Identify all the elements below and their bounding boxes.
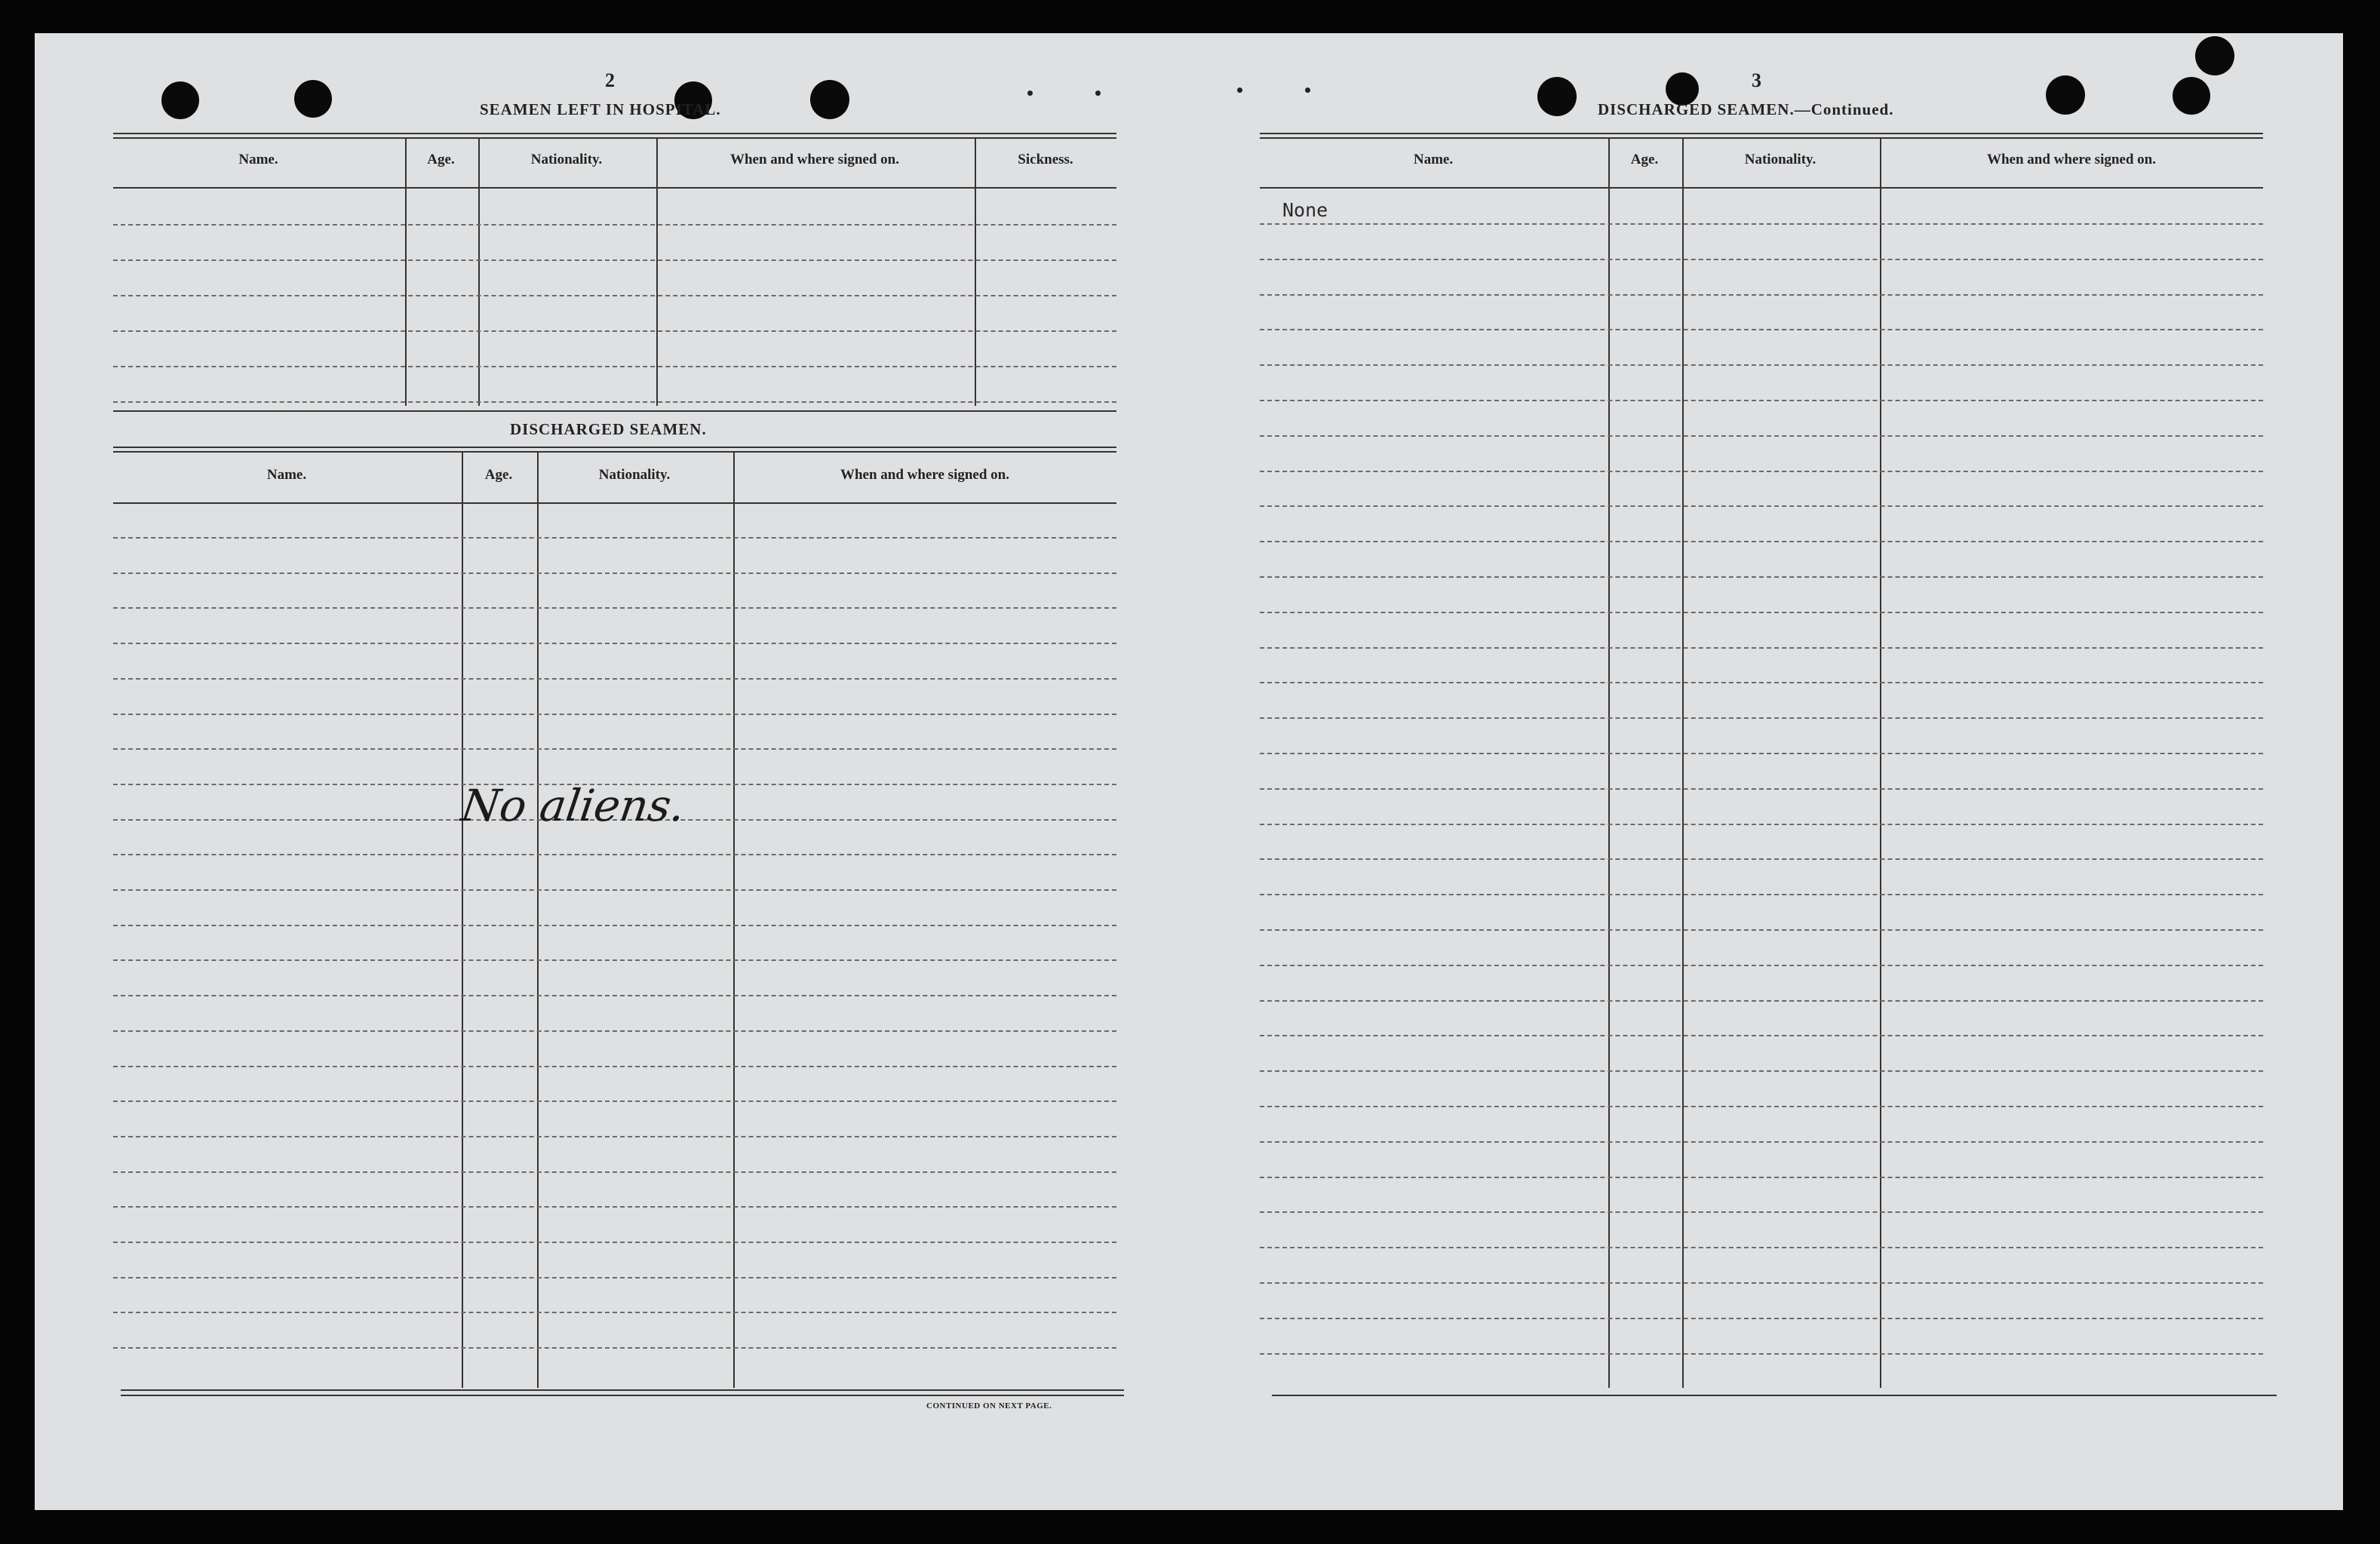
ruled-line — [1260, 364, 2263, 366]
header-rule — [113, 187, 1116, 189]
ruled-line — [113, 995, 1116, 996]
right-col-signed-on: When and where signed on. — [1986, 152, 2156, 167]
ruled-line — [113, 330, 1116, 332]
ruled-line — [1260, 400, 2263, 401]
ruled-line — [113, 959, 1116, 961]
ruled-line — [1260, 1035, 2263, 1036]
ruled-line — [1260, 1141, 2263, 1143]
ruled-line — [113, 1100, 1116, 1102]
ruled-line — [1260, 505, 2263, 507]
header-rule — [113, 502, 1116, 504]
typed-entry: None — [1282, 199, 1328, 221]
ruled-line — [1260, 1211, 2263, 1213]
ruled-line — [1260, 576, 2263, 578]
continued-footer: CONTINUED ON NEXT PAGE. — [926, 1401, 1052, 1410]
ruled-line — [1260, 1247, 2263, 1248]
ruled-line — [113, 643, 1116, 644]
ruled-line — [1260, 682, 2263, 683]
ruled-line — [113, 1277, 1116, 1278]
ruled-line — [1260, 717, 2263, 719]
hospital-col-signed-on: When and where signed on. — [729, 152, 899, 167]
discharged-col-name: Name. — [266, 467, 307, 483]
ruled-line — [113, 1242, 1116, 1243]
ruled-line — [1260, 435, 2263, 437]
ruled-line — [1260, 1106, 2263, 1107]
ruled-line — [113, 259, 1116, 261]
punch-hole — [2195, 36, 2234, 75]
ruled-line — [1260, 223, 2263, 225]
punch-hole — [1537, 77, 1577, 116]
ruled-line — [1260, 824, 2263, 825]
header-rule — [1260, 187, 2263, 189]
column-divider — [1880, 139, 1881, 1388]
ruled-line — [113, 1206, 1116, 1208]
binder-mark — [1305, 87, 1310, 93]
binder-mark — [1237, 87, 1242, 93]
column-divider — [462, 453, 463, 1388]
hospital-col-age: Age. — [427, 152, 455, 167]
ruled-line — [1260, 1353, 2263, 1355]
bottom-rule — [121, 1389, 1124, 1391]
ruled-line — [1260, 1282, 2263, 1284]
ruled-line — [1260, 929, 2263, 931]
bottom-rule — [1272, 1395, 2277, 1396]
table-top-rule — [113, 133, 1116, 134]
column-divider — [537, 453, 539, 1388]
ruled-line — [113, 401, 1116, 403]
page-number: 3 — [1752, 69, 1761, 91]
ruled-line — [1260, 612, 2263, 613]
discharged-col-nationality: Nationality. — [598, 467, 671, 483]
punch-hole — [2173, 77, 2210, 115]
table-top-rule — [1260, 133, 2263, 134]
ruled-line — [113, 572, 1116, 574]
ruled-line — [113, 224, 1116, 226]
ruled-line — [1260, 965, 2263, 966]
ruled-line — [1260, 541, 2263, 542]
right-col-age: Age. — [1630, 152, 1659, 167]
punch-hole — [2046, 75, 2085, 115]
ruled-line — [113, 854, 1116, 855]
hospital-col-sickness: Sickness. — [1018, 152, 1073, 167]
right-col-nationality: Nationality. — [1744, 152, 1816, 167]
ruled-line — [113, 1136, 1116, 1137]
discharged-section-title: DISCHARGED SEAMEN. — [510, 420, 707, 438]
discharged-continued-title: DISCHARGED SEAMEN.—Continued. — [1598, 100, 1894, 118]
ruled-line — [1260, 294, 2263, 296]
ruled-line — [1260, 1000, 2263, 1002]
binder-mark — [1095, 91, 1101, 96]
column-divider — [1608, 139, 1610, 1388]
hospital-section-title: SEAMEN LEFT IN HOSPITAL. — [480, 100, 721, 118]
ruled-line — [113, 678, 1116, 680]
page-number: 2 — [605, 69, 615, 91]
ruled-line — [113, 1066, 1116, 1067]
ruled-line — [113, 889, 1116, 891]
hospital-col-name: Name. — [238, 152, 278, 167]
ruled-line — [1260, 471, 2263, 472]
ruled-line — [113, 748, 1116, 750]
ruled-line — [1260, 858, 2263, 860]
ruled-line — [113, 1030, 1116, 1032]
section-rule — [113, 451, 1116, 453]
ruled-line — [1260, 259, 2263, 260]
ruled-line — [113, 366, 1116, 367]
ruled-line — [1260, 1070, 2263, 1072]
column-divider — [733, 453, 735, 1388]
ruled-line — [113, 1312, 1116, 1313]
ruled-line — [113, 1171, 1116, 1173]
ruled-line — [1260, 753, 2263, 754]
punch-hole — [810, 80, 849, 119]
punch-hole — [294, 80, 332, 118]
hospital-col-nationality: Nationality. — [530, 152, 603, 167]
ruled-line — [1260, 788, 2263, 790]
document-sheet — [35, 33, 2343, 1510]
ruled-line — [113, 295, 1116, 296]
discharged-col-age: Age. — [484, 467, 513, 483]
section-rule — [113, 447, 1116, 448]
ruled-line — [1260, 329, 2263, 330]
ruled-line — [113, 714, 1116, 715]
ruled-line — [113, 925, 1116, 926]
ruled-line — [1260, 1177, 2263, 1178]
right-col-name: Name. — [1413, 152, 1454, 167]
ruled-line — [1260, 647, 2263, 649]
binder-mark — [1027, 91, 1033, 96]
handwritten-note: No aliens. — [458, 780, 689, 831]
bottom-rule — [121, 1395, 1124, 1396]
punch-hole — [161, 81, 199, 119]
ruled-line — [113, 607, 1116, 609]
ruled-line — [1260, 1318, 2263, 1319]
section-rule — [113, 410, 1116, 412]
column-divider — [1682, 139, 1684, 1388]
discharged-col-signed-on: When and where signed on. — [840, 467, 1009, 483]
table-top-rule — [113, 137, 1116, 139]
ruled-line — [113, 537, 1116, 539]
table-top-rule — [1260, 137, 2263, 139]
ruled-line — [1260, 894, 2263, 895]
ruled-line — [113, 1347, 1116, 1349]
